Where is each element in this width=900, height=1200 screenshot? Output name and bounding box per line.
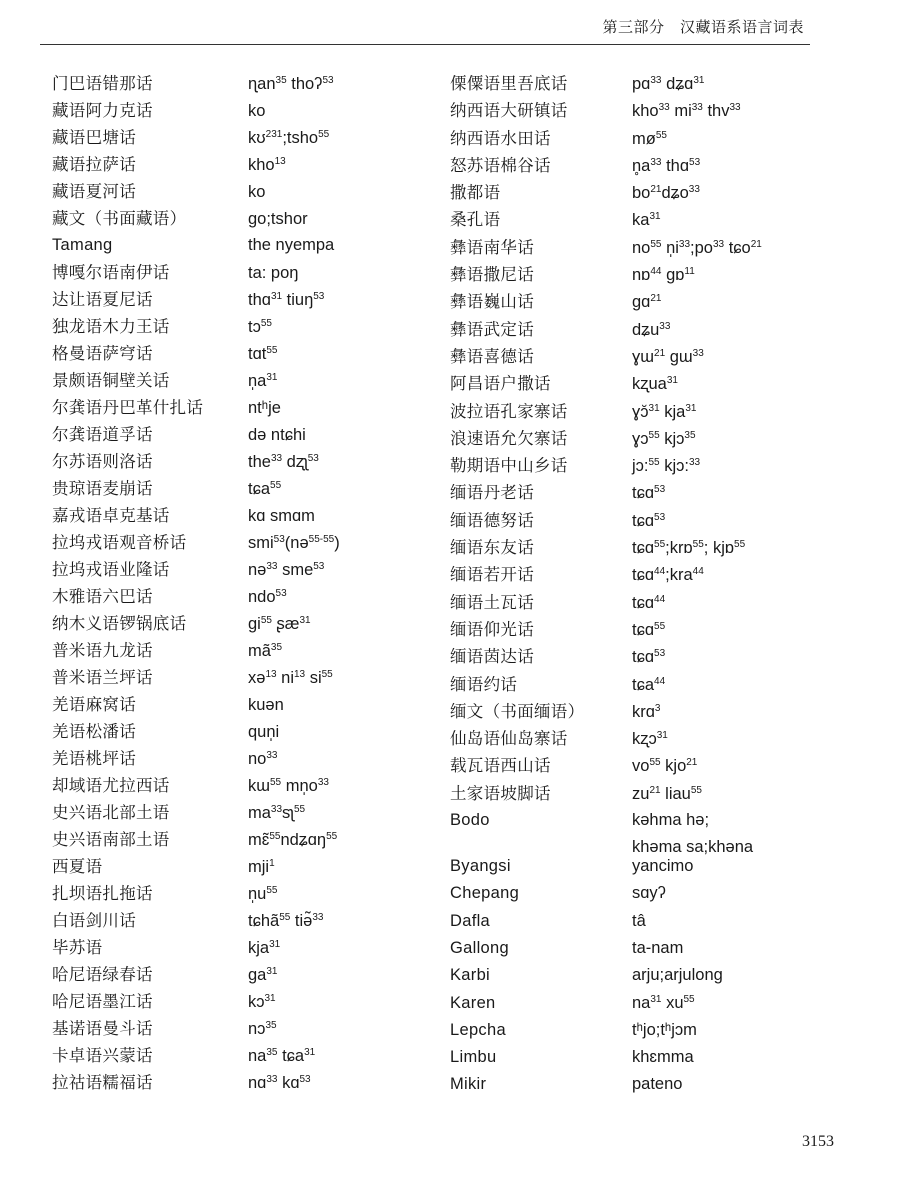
page-header: [40, 0, 810, 45]
entry-row: [52, 745, 340, 772]
entry-row: [52, 421, 340, 448]
entry-row: [52, 502, 340, 529]
language-name: 哈尼语绿春话: [52, 965, 153, 984]
language-name: 藏语阿力克话: [52, 101, 153, 120]
language-name: 尔龚语道孚话: [52, 425, 153, 444]
entry-row: [450, 752, 762, 779]
language-name: 彝语南华话: [450, 237, 534, 257]
word-form: $gi^{55}$ ʂæ$^{31}$: [248, 615, 311, 633]
word-form: kʐɔ$^{31}$: [632, 730, 668, 749]
entry-row: [52, 394, 340, 421]
word-form: the nyempa: [248, 236, 335, 254]
entry-row: [52, 664, 340, 691]
entry-row: [450, 316, 762, 343]
entry-row: [450, 880, 762, 907]
entry-row: [52, 907, 340, 934]
language-name: 史兴语北部土语: [52, 803, 170, 822]
entry-row: [52, 232, 340, 259]
entry-row: [52, 178, 340, 205]
language-name: 傈僳语里吾底话: [450, 74, 568, 93]
entry-row: [450, 807, 762, 857]
language-name: 扎坝语扎拖话: [52, 884, 153, 903]
entry-row: [52, 691, 340, 718]
word-form: kəhma hə; khəma sa;khəna: [632, 811, 754, 857]
language-name: 缅语东友话: [450, 538, 534, 558]
language-name: 缅语土瓦话: [450, 592, 534, 612]
language-name: 独龙语木力王话: [52, 317, 170, 336]
entry-row: [450, 70, 762, 97]
word-form: kɑ smɑm: [248, 507, 315, 525]
language-name: 木雅语六巴话: [52, 587, 153, 606]
entry-row: [52, 475, 340, 502]
word-form: nɑ$^{33}$ kɑ$^{53}$: [248, 1074, 311, 1092]
language-name: 彝语喜德话: [450, 346, 534, 366]
language-name: 拉祜语糯福话: [52, 1073, 153, 1092]
language-name: Chepang: [450, 884, 520, 903]
entry-row: [52, 205, 340, 232]
entry-row: [52, 529, 340, 556]
entry-row: [52, 448, 340, 475]
page-number: 3153: [802, 1133, 834, 1150]
word-form: $bo^{21}dʑo^{33}$: [632, 184, 700, 203]
word-form: $na^{35}$ tɕa$^{31}$: [248, 1047, 316, 1065]
word-form: pɑ$^{33}$ dʑɑ$^{31}$: [632, 75, 705, 93]
word-form: kuən: [248, 696, 284, 714]
entry-row: [52, 124, 340, 151]
language-name: Karbi: [450, 966, 491, 985]
entry-row: [450, 698, 762, 725]
word-form: $n̥a^{33}$ thɑ$^{53}$: [632, 156, 701, 175]
entry-row: [52, 367, 340, 394]
word-form: ɣɯ$^{21}$ gɯ$^{33}$: [632, 347, 704, 366]
language-name: 土家语坡脚话: [450, 783, 551, 803]
entry-row: [52, 961, 340, 988]
entry-row: [450, 152, 762, 179]
language-name: 勒期语中山乡话: [450, 456, 568, 476]
entry-row: [450, 125, 762, 152]
word-form: tɕa$^{44}$: [632, 675, 666, 694]
word-form: ta: poŋ: [248, 264, 299, 282]
word-form: kja$^{31}$: [248, 939, 281, 957]
language-name: 拉坞戎语业隆话: [52, 560, 170, 579]
entry-row: [52, 1042, 340, 1069]
word-form: jɔ:$^{55}$ kjɔ:$^{33}$: [632, 457, 701, 476]
entry-row: [450, 780, 762, 807]
word-form: $ga^{31}$: [248, 966, 278, 984]
word-form: ɳan$^{35}$ thoʔ$^{53}$: [248, 75, 334, 93]
word-form: dʑu$^{33}$: [632, 320, 671, 339]
language-name: 景颇语铜壁关话: [52, 371, 170, 390]
language-name: 藏语巴塘话: [52, 128, 136, 147]
language-name: 波拉语孔家寨话: [450, 401, 568, 421]
word-form: tɕa$^{55}$: [248, 480, 282, 498]
entry-row: [450, 370, 762, 397]
word-form: pateno: [632, 1075, 683, 1094]
language-name: Karen: [450, 993, 496, 1012]
word-form: $na^{31}$ $xu^{55}$: [632, 993, 695, 1012]
entry-row: [450, 643, 762, 670]
language-name: 达让语夏尼话: [52, 290, 153, 309]
word-form: sɑyʔ: [632, 884, 666, 903]
entry-row: [52, 718, 340, 745]
language-name: 白语剑川话: [52, 911, 136, 930]
language-name: 西夏语: [52, 857, 103, 876]
entry-row: [450, 1044, 762, 1071]
language-name: 藏语夏河话: [52, 182, 136, 201]
entry-row: [52, 286, 340, 313]
word-form: ɣɔ̆$^{31}$ kja$^{31}$: [632, 402, 697, 421]
entry-row: [52, 313, 340, 340]
entry-row: [52, 1069, 340, 1096]
word-form: tɕɑ$^{55}$: [632, 620, 666, 639]
entry-row: [450, 534, 762, 561]
entry-row: [52, 583, 340, 610]
entry-row: [52, 988, 340, 1015]
entry-row: [450, 962, 762, 989]
language-name: 羌语麻窝话: [52, 695, 136, 714]
word-form: kɯ$^{55}$ $mn̩o^{33}$: [248, 777, 329, 795]
word-form: $ma^{33}sʅ^{55}$: [248, 804, 306, 822]
word-form: thɑ$^{31}$ tiuŋ$^{53}$: [248, 291, 325, 309]
language-name: 基诺语曼斗话: [52, 1019, 153, 1038]
word-form: də ntɕhi: [248, 426, 306, 444]
language-name: 彝语武定话: [450, 319, 534, 339]
language-name: 门巴语错那话: [52, 74, 153, 93]
language-name: 缅语若开话: [450, 565, 534, 585]
entry-row: [52, 340, 340, 367]
entry-row: [450, 616, 762, 643]
entry-row: [450, 425, 762, 452]
word-form: tʰjo;tʰjɔm: [632, 1020, 697, 1039]
entry-row: [450, 179, 762, 206]
word-form: go;tshor: [248, 210, 308, 228]
language-name: 载瓦语西山话: [450, 756, 551, 776]
language-name: 尔苏语则洛话: [52, 452, 153, 471]
entry-row: [450, 561, 762, 588]
word-form: kho$^{13}$: [248, 156, 286, 174]
language-name: 尔龚语丹巴革什扎话: [52, 398, 204, 417]
language-name: 拉坞戎语观音桥话: [52, 533, 187, 552]
language-name: 藏文（书面藏语）: [52, 209, 187, 228]
word-form: $mø^{55}$: [632, 129, 667, 148]
entry-row: [450, 261, 762, 288]
word-form: mji$^1$: [248, 858, 275, 876]
language-name: Dafla: [450, 911, 491, 930]
entry-row: [450, 234, 762, 261]
language-name: 浪速语允欠寨话: [450, 428, 568, 448]
word-form: qun̩i: [248, 723, 280, 741]
language-name: 桑孔语: [450, 210, 501, 230]
entry-row: [52, 637, 340, 664]
entry-row: [450, 990, 762, 1017]
right-column: [450, 70, 762, 1099]
word-form: $mã^{35}$: [248, 642, 283, 660]
language-name: 缅语丹老话: [450, 483, 534, 503]
word-form: tɕɑ$^{53}$: [632, 648, 666, 667]
word-form: kʐua$^{31}$: [632, 375, 678, 394]
language-name: Gallong: [450, 938, 509, 957]
entry-row: [52, 853, 340, 880]
word-form: ntʰje: [248, 399, 281, 417]
language-name: 羌语桃坪话: [52, 749, 136, 768]
language-name: 羌语松潘话: [52, 722, 136, 741]
language-name: Limbu: [450, 1048, 497, 1067]
language-name: 卡卓语兴蒙话: [52, 1046, 153, 1065]
entry-row: [450, 479, 762, 506]
language-name: 阿昌语户撒话: [450, 374, 551, 394]
language-name: 贵琼语麦崩话: [52, 479, 153, 498]
language-name: 毕苏语: [52, 938, 103, 957]
word-form: tɕɑ$^{53}$: [632, 484, 666, 503]
word-form: ta-nam: [632, 938, 684, 957]
language-name: Mikir: [450, 1075, 487, 1094]
word-form: yancimo: [632, 857, 694, 876]
entry-row: [450, 452, 762, 479]
language-name: 史兴语南部土语: [52, 830, 170, 849]
language-name: Tamang: [52, 236, 113, 254]
word-form: krɑ$^3$: [632, 702, 661, 721]
word-form: xə$^{13}$ $ni^{13}$ $si^{55}$: [248, 669, 333, 687]
language-name: 格曼语萨穹话: [52, 344, 153, 363]
language-name: Bodo: [450, 811, 490, 830]
word-form: ko: [248, 102, 266, 120]
language-name: 博嘎尔语南伊话: [52, 263, 170, 282]
word-form: ɣɔ$^{55}$ kjɔ$^{35}$: [632, 429, 696, 448]
language-name: Byangsi: [450, 857, 511, 876]
left-column: [52, 70, 340, 1096]
entry-row: [52, 70, 340, 97]
word-form: nɒ$^{44}$ gɒ$^{11}$: [632, 266, 695, 285]
language-name: 仙岛语仙岛寨话: [450, 729, 568, 749]
word-form: arju;arjulong: [632, 966, 723, 985]
word-form: mɛ̃$^{55}$ndʑɑŋ$^{55}$: [248, 831, 338, 849]
entry-row: [450, 935, 762, 962]
entry-row: [450, 589, 762, 616]
entry-row: [450, 1017, 762, 1044]
word-form: tɕɑ$^{44}$: [632, 593, 666, 612]
entry-row: [450, 507, 762, 534]
entry-row: [52, 934, 340, 961]
word-form: $ka^{31}$: [632, 211, 661, 230]
language-name: 纳木义语锣锅底话: [52, 614, 187, 633]
language-name: 缅语仰光话: [450, 619, 534, 639]
word-form: nə$^{33}$ sme$^{53}$: [248, 561, 325, 579]
entry-row: [450, 1071, 762, 1098]
entry-row: [450, 206, 762, 233]
entry-row: [450, 97, 762, 124]
entry-row: [450, 725, 762, 752]
word-form: kʊ$^{231}$;tsho$^{55}$: [248, 129, 330, 147]
entry-row: [52, 1015, 340, 1042]
language-name: 缅语德努话: [450, 510, 534, 530]
entry-row: [450, 398, 762, 425]
language-name: 普米语九龙话: [52, 641, 153, 660]
entry-row: [52, 151, 340, 178]
language-name: 缅语茵达话: [450, 647, 534, 667]
word-form: tɕɑ$^{55}$;krɒ$^{55}$; kjɒ$^{55}$: [632, 539, 746, 558]
word-form: tɑt$^{55}$: [248, 345, 278, 363]
language-name: 缅语约话: [450, 674, 518, 694]
language-name: 却域语尤拉西话: [52, 776, 170, 795]
word-form: kho$^{33}$ $mi^{33}$ thv$^{33}$: [632, 102, 741, 121]
entry-row: [52, 826, 340, 853]
language-name: 纳西语大研镇话: [450, 101, 568, 121]
language-name: 嘉戎语卓克基话: [52, 506, 170, 525]
entry-row: [450, 343, 762, 370]
word-form: $n̩a^{31}$: [248, 372, 278, 390]
language-name: 藏语拉萨话: [52, 155, 136, 174]
language-name: 普米语兰坪话: [52, 668, 153, 687]
language-name: 彝语巍山话: [450, 292, 534, 312]
header-title: 第三部分 汉藏语系语言词表: [602, 18, 804, 36]
word-form: ko: [248, 183, 266, 201]
language-name: 哈尼语墨江话: [52, 992, 153, 1011]
entry-row: [52, 259, 340, 286]
language-name: 怒苏语棉谷话: [450, 155, 551, 175]
word-form: $vo^{55}$ kjo$^{21}$: [632, 757, 698, 776]
entry-row: [52, 799, 340, 826]
word-form: smi$^{53}$(nə$^{55-55}$): [248, 534, 340, 552]
word-form: tâ: [632, 911, 646, 930]
word-form: tɕɑ$^{53}$: [632, 511, 666, 530]
word-form: nɔ$^{35}$: [248, 1020, 277, 1038]
word-form: $no^{55}$ $n̩i^{33};po^{33}$ tɕo$^{21}$: [632, 238, 762, 257]
entry-row: [52, 556, 340, 583]
entry-row: [52, 610, 340, 637]
word-form: ndo$^{53}$: [248, 588, 287, 606]
entry-row: [450, 288, 762, 315]
word-form: $no^{33}$: [248, 750, 278, 768]
word-form: kɔ$^{31}$: [248, 993, 276, 1011]
word-form: tɕɑ$^{44}$;kra$^{44}$: [632, 566, 704, 585]
word-form: $n̩u^{55}$: [248, 885, 278, 903]
word-form: the$^{33}$ dʐʅ$^{53}$: [248, 453, 319, 471]
language-name: 纳西语水田话: [450, 128, 551, 148]
language-name: Lepcha: [450, 1020, 506, 1039]
entry-row: [52, 97, 340, 124]
language-name: 彝语撒尼话: [450, 265, 534, 285]
entry-row: [52, 772, 340, 799]
word-form: gɑ$^{21}$: [632, 293, 662, 312]
word-form: tɕhã$^{55}$ tiə̃$^{33}$: [248, 912, 324, 930]
entry-row: [450, 671, 762, 698]
entry-row: [450, 908, 762, 935]
entry-row: [52, 880, 340, 907]
language-name: 缅文（书面缅语）: [450, 701, 585, 721]
word-form: $zu^{21}$ liau$^{55}$: [632, 784, 702, 803]
word-form: khɛmma: [632, 1048, 694, 1067]
word-form: tɔ$^{55}$: [248, 318, 272, 336]
language-name: 撒都语: [450, 183, 501, 203]
